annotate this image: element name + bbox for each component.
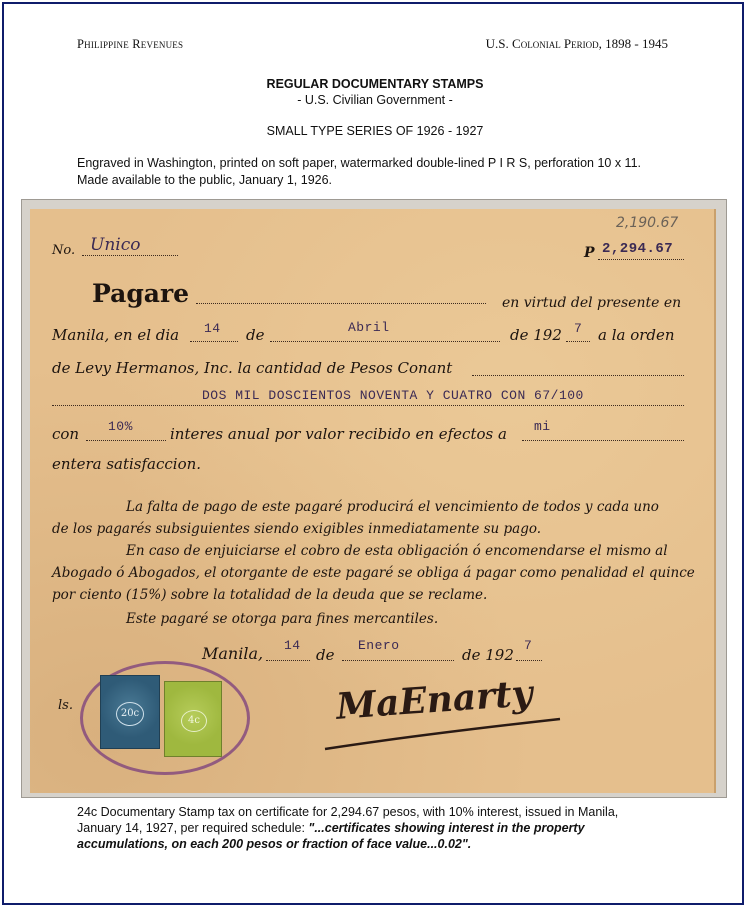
header-right: U.S. Colonial Period, 1898 - 1945 <box>485 36 668 51</box>
ls-mark: ls. <box>58 698 73 713</box>
day-value: 14 <box>204 321 221 336</box>
p-label: P <box>584 245 595 261</box>
page-subtitle: - U.S. Civilian Government - <box>297 93 453 107</box>
line2-a: Manila, en el dia <box>52 326 180 344</box>
series-title: SMALL TYPE SERIES OF 1926 - 1927 <box>266 124 484 138</box>
para2-line1: En caso de enjuiciarse el cobro de esta obligación ó encomendarse el mismo al <box>126 543 668 559</box>
caption <box>77 804 677 852</box>
page-title: REGULAR DOCUMENTARY STAMPS <box>266 77 484 91</box>
handwritten-signature: MaEnarty <box>334 672 534 728</box>
line3: de Levy Hermanos, Inc. la cantidad de Pesos Conant <box>52 359 453 377</box>
sign-year: 7 <box>524 638 533 653</box>
header-left: Philippine Revenues <box>77 37 184 51</box>
amount-in-words: DOS MIL DOSCIENTOS NOVENTA Y CUATRO CON 67/100 <box>202 388 584 403</box>
sign-year-prefix: de 192 <box>462 646 514 664</box>
para2-line2: Abogado ó Abogados, el otorgante de este pagaré se obliga á pagar como penalidad el quince <box>52 565 695 581</box>
no-value: Unico <box>90 235 141 255</box>
pencil-note: 2,190.67 <box>616 215 679 231</box>
caption-line2: January 14, 1927, per required schedule: <box>77 821 309 835</box>
line5-b: interes anual por valor recibido en efectos a <box>170 425 507 443</box>
stamp-20c-value: 20c <box>116 702 144 726</box>
sign-place: Manila, <box>202 644 264 663</box>
caption-quote: "...certificates showing interest in the property accumulations, on each 200 pesos or fraction of face value...0.02". <box>77 821 585 851</box>
document-mount <box>21 199 727 798</box>
documentary-stamp-4c <box>164 681 222 757</box>
intro-text: Engraved in Washington, printed on soft paper, watermarked double-lined P I R S, perforation 10 x 11. Made available to the public, January 1, 1926. <box>77 156 641 187</box>
para3: Este pagaré se otorga para fines mercantiles. <box>126 611 439 627</box>
line2-c: de 192 <box>510 326 562 344</box>
para1-line1: La falta de pago de este pagaré producirá el vencimiento de todos y cada uno <box>126 499 659 515</box>
sign-month: Enero <box>358 638 400 653</box>
line6: entera satisfaccion. <box>52 455 202 473</box>
line2-b: de <box>246 326 265 344</box>
year-digit: 7 <box>574 321 583 336</box>
signature-flourish <box>320 709 570 759</box>
interest-rate: 10% <box>108 419 133 434</box>
line5-c: mi <box>534 419 551 434</box>
sign-day: 14 <box>284 638 301 653</box>
sign-de: de <box>316 646 335 664</box>
pagare-title: Pagare <box>92 279 190 308</box>
line5-a: con <box>52 425 80 443</box>
no-label: No. <box>52 243 76 258</box>
documentary-stamp-20c <box>100 675 160 749</box>
line2-d: a la orden <box>598 326 675 344</box>
line1-end: en virtud del presente en <box>502 295 682 311</box>
para1-line2: de los pagarés subsiguientes siendo exigibles inmediatamente su pago. <box>52 521 542 537</box>
caption-line1: 24c Documentary Stamp tax on certificate for 2,294.67 pesos, with 10% interest, issued in Manila, <box>77 805 619 819</box>
amount-figure: 2,294.67 <box>602 241 674 257</box>
promissory-note <box>30 209 716 793</box>
para2-line3: por ciento (15%) sobre la totalidad de la deuda que se reclame. <box>52 587 488 603</box>
stamp-4c-value: 4c <box>181 710 207 732</box>
month-value: Abril <box>348 320 390 335</box>
